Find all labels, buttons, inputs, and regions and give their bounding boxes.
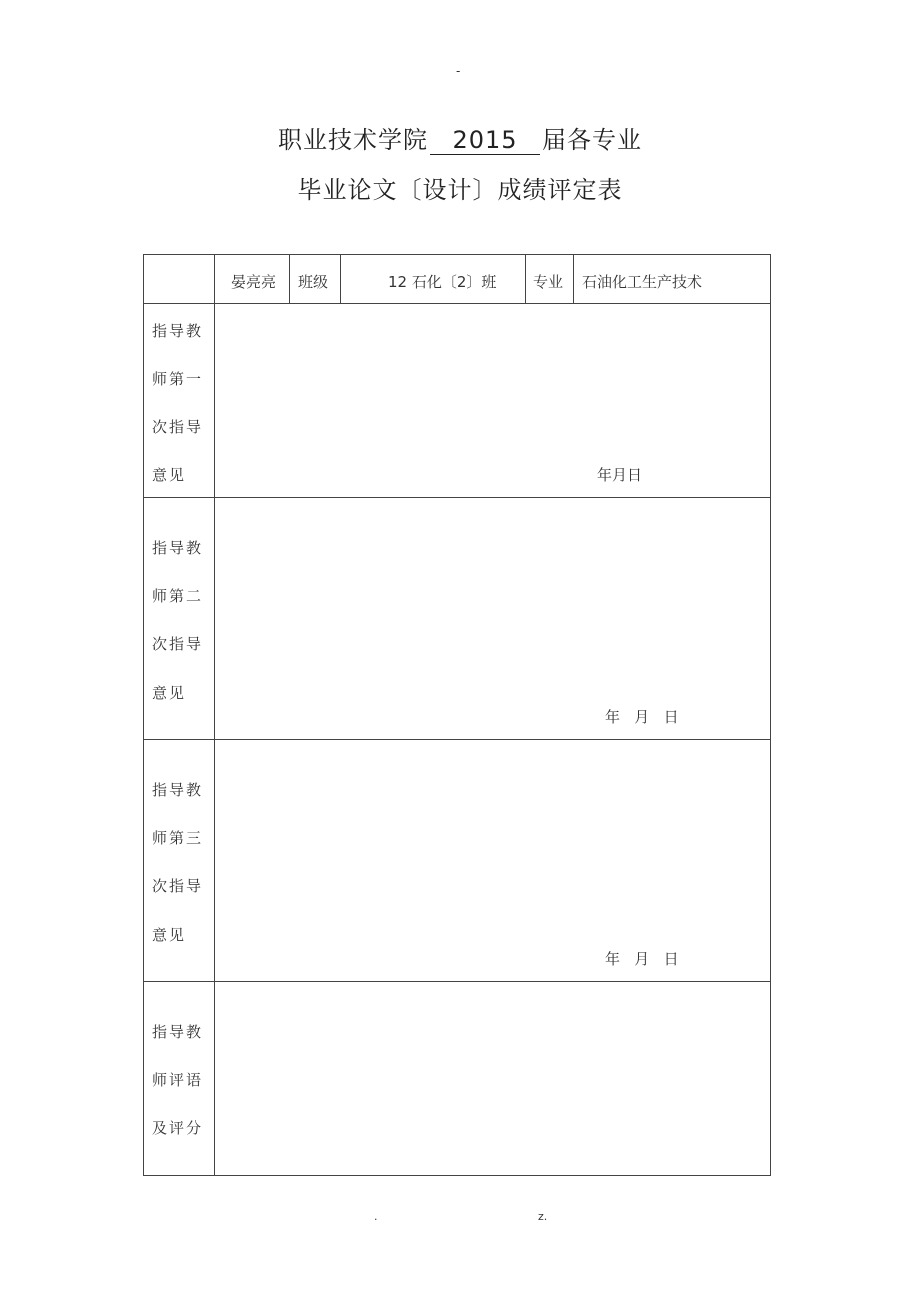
student-name: 晏亮亮	[231, 273, 277, 291]
info-cell-divider	[525, 254, 526, 304]
section-label-line: 意见	[152, 466, 187, 484]
row-divider	[143, 497, 771, 498]
section-label-line: 次指导	[152, 877, 204, 895]
info-cell-divider	[573, 254, 574, 304]
info-cell-divider	[289, 254, 290, 304]
college-label: 职业技术学院	[278, 126, 428, 154]
section-label-line: 指导教	[152, 539, 204, 557]
section-label-line: 次指导	[152, 635, 204, 653]
footer-right-mark: z.	[538, 1210, 548, 1223]
section-label-line: 指导教	[152, 1023, 204, 1041]
header-mark: -	[456, 64, 461, 78]
page-title-line1	[0, 120, 920, 155]
date-line: 年 月 日	[605, 708, 679, 726]
section-label-line: 次指导	[152, 418, 204, 436]
class-label: 班级	[298, 273, 329, 291]
section-label-line: 指导教	[152, 781, 204, 799]
label-column-divider	[214, 254, 215, 1176]
row-divider	[143, 303, 771, 304]
section-label-line: 师第二	[152, 587, 204, 605]
section-label-line: 意见	[152, 684, 187, 702]
class-value: 12 石化〔2〕班	[388, 273, 497, 291]
section-label-line: 指导教	[152, 322, 204, 340]
section-label-line: 师第三	[152, 829, 204, 847]
page-title-line2: 毕业论文〔设计〕成绩评定表	[297, 176, 623, 204]
section-label-line: 师第一	[152, 370, 204, 388]
major-value: 石油化工生产技术	[582, 273, 703, 291]
row-divider	[143, 739, 771, 740]
major-label: 专业	[533, 273, 564, 291]
footer-left-mark: .	[374, 1210, 378, 1223]
section-label-line: 师评语	[152, 1071, 204, 1089]
date-line: 年月日	[597, 466, 643, 484]
cohort-label: 届各专业	[542, 126, 642, 154]
date-line: 年 月 日	[605, 950, 679, 968]
row-divider	[143, 981, 771, 982]
info-cell-divider	[340, 254, 341, 304]
section-label-line: 意见	[152, 926, 187, 944]
year-field: 2015	[430, 126, 540, 155]
section-label-line: 及评分	[152, 1119, 204, 1137]
